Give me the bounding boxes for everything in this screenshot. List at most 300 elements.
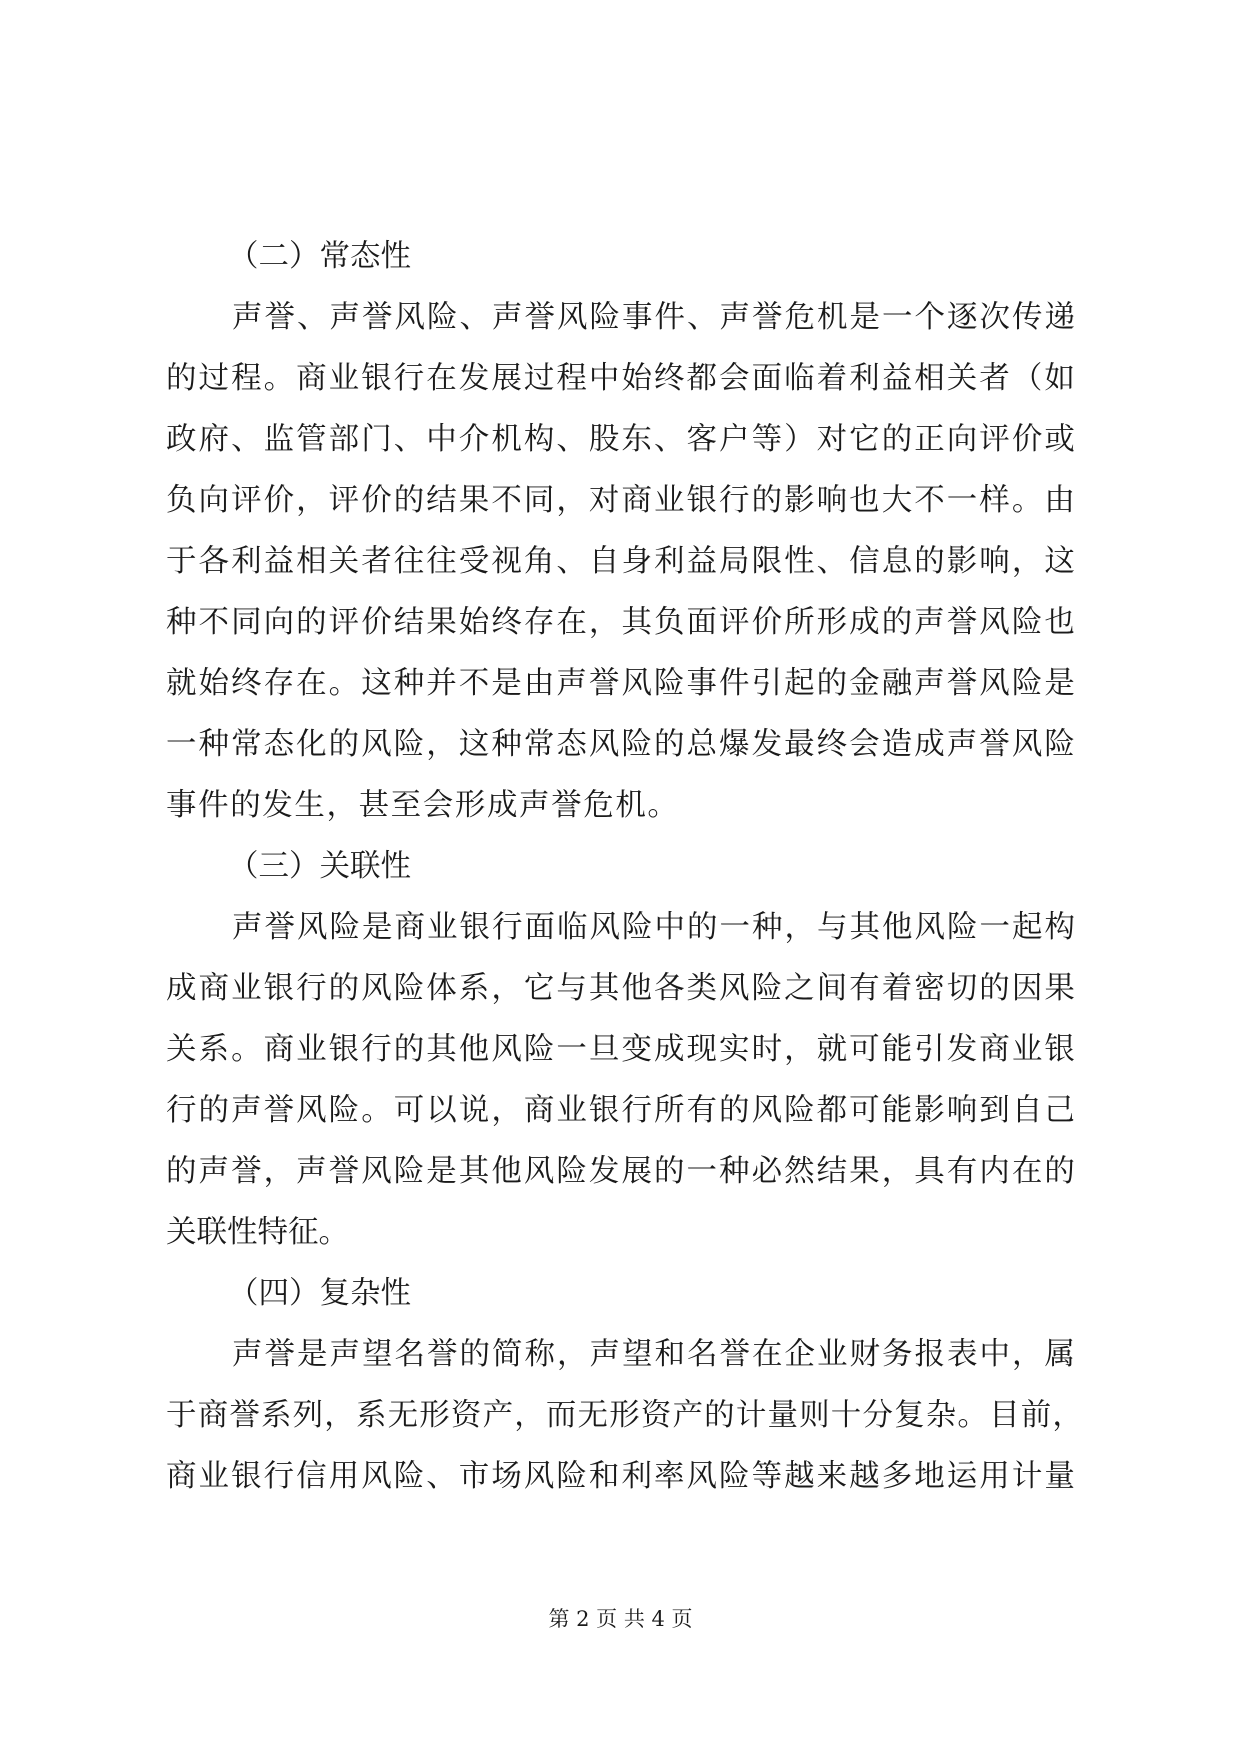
glyph: 由 bbox=[1044, 483, 1075, 518]
glyph: 展 bbox=[621, 1154, 652, 1189]
glyph: 产 bbox=[482, 1398, 514, 1433]
glyph: 着 bbox=[816, 361, 848, 396]
glyph: ， bbox=[784, 1032, 815, 1067]
glyph: 望 bbox=[622, 1337, 653, 1372]
glyph: 价 bbox=[361, 605, 392, 640]
glyph: 所 bbox=[653, 1093, 685, 1128]
glyph: ， bbox=[326, 788, 357, 823]
glyph: 不 bbox=[458, 666, 490, 701]
glyph: 则 bbox=[799, 1398, 830, 1433]
glyph: ， bbox=[491, 971, 522, 1006]
glyph: 引 bbox=[914, 1032, 945, 1067]
glyph: 。 bbox=[957, 1398, 988, 1433]
glyph: 视 bbox=[491, 544, 522, 579]
glyph: 之 bbox=[784, 971, 815, 1006]
glyph: 可 bbox=[393, 1093, 425, 1128]
glyph: 然 bbox=[784, 1154, 815, 1189]
glyph: 机 bbox=[491, 422, 522, 457]
glyph: 十 bbox=[830, 1398, 862, 1433]
glyph: 益 bbox=[263, 544, 295, 579]
glyph: 多 bbox=[881, 1459, 913, 1494]
glyph: 险 bbox=[1044, 727, 1075, 762]
glyph: 行 bbox=[263, 1459, 295, 1494]
glyph: ， bbox=[324, 1398, 355, 1433]
glyph: 杂 bbox=[925, 1398, 957, 1433]
glyph: 是 bbox=[426, 1154, 457, 1189]
glyph: 、 bbox=[687, 300, 718, 335]
glyph: 务 bbox=[882, 1337, 913, 1372]
glyph: 险 bbox=[751, 971, 783, 1006]
glyph: 种 bbox=[491, 727, 522, 762]
glyph: 业 bbox=[427, 910, 458, 945]
glyph: 造 bbox=[881, 727, 913, 762]
glyph: 危 bbox=[784, 300, 815, 335]
glyph: 是 bbox=[297, 1337, 328, 1372]
paragraph-line bbox=[0, 1391, 1241, 1441]
glyph: 种 bbox=[719, 1154, 750, 1189]
glyph: 的 bbox=[1044, 1154, 1075, 1189]
glyph: 旦 bbox=[588, 1032, 620, 1067]
glyph: ， bbox=[881, 1154, 913, 1189]
glyph: 风 bbox=[719, 971, 750, 1006]
glyph: 利 bbox=[849, 361, 880, 396]
section-heading: （二）常态性 bbox=[228, 239, 411, 274]
glyph: 险 bbox=[393, 1154, 425, 1189]
glyph: 过 bbox=[523, 361, 555, 396]
glyph: 终 bbox=[816, 727, 848, 762]
glyph: 有 bbox=[946, 1154, 978, 1189]
glyph: 临 bbox=[784, 361, 815, 396]
glyph: 成 bbox=[653, 1032, 685, 1067]
glyph: 风 bbox=[557, 300, 588, 335]
glyph: 列 bbox=[292, 1398, 324, 1433]
paragraph-line-text bbox=[166, 1391, 1083, 1441]
glyph: 产 bbox=[672, 1398, 703, 1433]
glyph: 在 bbox=[752, 1337, 783, 1372]
glyph: 银 bbox=[263, 971, 295, 1006]
glyph: 的 bbox=[653, 727, 685, 762]
glyph: 商 bbox=[197, 1398, 229, 1433]
glyph: 风 bbox=[979, 605, 1010, 640]
glyph: 誉 bbox=[752, 300, 783, 335]
glyph: 构 bbox=[523, 422, 555, 457]
glyph: 行 bbox=[719, 483, 750, 518]
glyph: 誉 bbox=[946, 666, 978, 701]
glyph: 向 bbox=[198, 483, 230, 518]
glyph: 在 bbox=[296, 666, 327, 701]
glyph: 声 bbox=[914, 605, 945, 640]
glyph: 体 bbox=[426, 971, 457, 1006]
glyph: 运 bbox=[946, 1459, 978, 1494]
glyph: 传 bbox=[1012, 300, 1043, 335]
glyph: 事 bbox=[686, 666, 717, 701]
glyph: 政 bbox=[166, 422, 197, 457]
paragraph-line bbox=[0, 415, 1241, 465]
glyph: 的 bbox=[328, 971, 360, 1006]
glyph: 风 bbox=[589, 910, 620, 945]
glyph: 他 bbox=[882, 910, 913, 945]
glyph: 负 bbox=[653, 605, 685, 640]
glyph: 一 bbox=[556, 1032, 587, 1067]
glyph: 价 bbox=[263, 483, 295, 518]
glyph: 行 bbox=[166, 1093, 197, 1128]
paragraph-line-text bbox=[166, 659, 1075, 709]
glyph: 逐 bbox=[947, 300, 978, 335]
glyph: 都 bbox=[816, 1093, 848, 1128]
glyph: 险 bbox=[556, 1154, 587, 1189]
glyph: 其 bbox=[849, 910, 880, 945]
glyph: 到 bbox=[979, 1093, 1010, 1128]
glyph: 誉 bbox=[362, 300, 393, 335]
glyph: 业 bbox=[653, 483, 685, 518]
glyph: 府 bbox=[198, 422, 230, 457]
glyph: 关 bbox=[166, 1215, 197, 1250]
glyph: 融 bbox=[881, 666, 913, 701]
glyph: 危 bbox=[583, 788, 614, 823]
glyph: 个 bbox=[914, 300, 945, 335]
glyph: 险 bbox=[947, 910, 978, 945]
glyph: 在 bbox=[426, 361, 457, 396]
glyph: 誉 bbox=[263, 1093, 295, 1128]
paragraph-line bbox=[0, 476, 1241, 526]
paragraph-line-text bbox=[232, 293, 1075, 343]
glyph: 特 bbox=[257, 1215, 288, 1250]
glyph: 他 bbox=[491, 1154, 522, 1189]
glyph: 的 bbox=[166, 361, 197, 396]
glyph: 可 bbox=[849, 1093, 880, 1128]
glyph: 险 bbox=[589, 300, 620, 335]
glyph: 于 bbox=[166, 1398, 197, 1433]
glyph: 。 bbox=[231, 1032, 262, 1067]
paragraph-line-text bbox=[166, 1147, 1075, 1197]
glyph: 自 bbox=[588, 544, 620, 579]
glyph: ， bbox=[1011, 544, 1043, 579]
glyph: 声 bbox=[232, 300, 263, 335]
glyph: 价 bbox=[1011, 422, 1043, 457]
glyph: 业 bbox=[198, 1459, 230, 1494]
glyph: 用 bbox=[328, 1459, 360, 1494]
glyph: 风 bbox=[361, 1154, 392, 1189]
glyph: 声 bbox=[198, 1154, 230, 1189]
glyph: 终 bbox=[653, 361, 685, 396]
glyph: 业 bbox=[328, 361, 360, 396]
glyph: 业 bbox=[231, 971, 262, 1006]
glyph: ， bbox=[588, 605, 620, 640]
glyph: 利 bbox=[653, 544, 685, 579]
glyph: 间 bbox=[816, 971, 848, 1006]
glyph: 险 bbox=[621, 727, 652, 762]
glyph: 评 bbox=[328, 605, 360, 640]
glyph: 或 bbox=[1044, 422, 1075, 457]
glyph: 递 bbox=[1044, 300, 1075, 335]
glyph: 和 bbox=[588, 1459, 620, 1494]
glyph: 发 bbox=[946, 1032, 978, 1067]
glyph: 评 bbox=[328, 483, 360, 518]
glyph: 声 bbox=[492, 300, 523, 335]
glyph: 场 bbox=[491, 1459, 522, 1494]
glyph: 、 bbox=[459, 300, 490, 335]
glyph: 。 bbox=[328, 666, 360, 701]
glyph: ， bbox=[784, 910, 815, 945]
glyph: 声 bbox=[232, 910, 263, 945]
glyph: 限 bbox=[751, 544, 783, 579]
glyph: 常 bbox=[523, 727, 555, 762]
paragraph-line bbox=[0, 720, 1241, 770]
glyph: 来 bbox=[816, 1459, 848, 1494]
glyph: 行 bbox=[393, 361, 425, 396]
glyph: 化 bbox=[296, 727, 327, 762]
glyph: 、 bbox=[653, 422, 685, 457]
glyph: 的 bbox=[653, 1154, 685, 1189]
glyph: 在 bbox=[556, 605, 587, 640]
glyph: 风 bbox=[296, 1093, 327, 1128]
glyph: 一 bbox=[719, 910, 750, 945]
glyph: 誉 bbox=[524, 300, 555, 335]
glyph: 存 bbox=[523, 605, 555, 640]
glyph: 性 bbox=[227, 1215, 258, 1250]
glyph: 起 bbox=[1012, 910, 1043, 945]
glyph: 不 bbox=[491, 483, 522, 518]
paragraph-line-text bbox=[232, 1330, 1075, 1380]
glyph: 名 bbox=[687, 1337, 718, 1372]
glyph: 、 bbox=[556, 544, 587, 579]
glyph: 各 bbox=[198, 544, 230, 579]
glyph: 程 bbox=[556, 361, 587, 396]
glyph: 价 bbox=[751, 605, 783, 640]
glyph: 终 bbox=[491, 605, 522, 640]
glyph: 银 bbox=[361, 361, 392, 396]
glyph: 有 bbox=[849, 971, 880, 1006]
glyph: 声 bbox=[232, 1337, 263, 1372]
glyph: 影 bbox=[784, 483, 815, 518]
glyph: 誉 bbox=[946, 605, 978, 640]
glyph: 实 bbox=[719, 1032, 750, 1067]
glyph: 险 bbox=[393, 971, 425, 1006]
glyph: 形 bbox=[419, 1398, 450, 1433]
glyph: 发 bbox=[751, 727, 783, 762]
glyph: 一 bbox=[979, 910, 1010, 945]
glyph: 态 bbox=[263, 727, 295, 762]
glyph: 声 bbox=[329, 1337, 360, 1372]
glyph: 种 bbox=[752, 910, 783, 945]
glyph: 简 bbox=[492, 1337, 523, 1372]
glyph: 态 bbox=[556, 727, 587, 762]
page-number-footer: 第 2 页 共 4 页 bbox=[548, 1607, 693, 1631]
glyph: 。 bbox=[1011, 483, 1043, 518]
glyph: 一 bbox=[882, 300, 913, 335]
glyph: 的 bbox=[751, 483, 783, 518]
glyph: 成 bbox=[914, 727, 945, 762]
glyph: 最 bbox=[784, 727, 815, 762]
glyph: 商 bbox=[979, 1032, 1010, 1067]
glyph: 中 bbox=[588, 361, 620, 396]
glyph: 价 bbox=[361, 483, 392, 518]
glyph: 的 bbox=[881, 422, 913, 457]
section-heading: （四）复杂性 bbox=[228, 1276, 411, 1311]
glyph: 险 bbox=[784, 1093, 815, 1128]
glyph: 股 bbox=[588, 422, 620, 457]
glyph: 响 bbox=[979, 544, 1010, 579]
glyph: 起 bbox=[784, 666, 815, 701]
glyph: 切 bbox=[946, 971, 978, 1006]
glyph: 和 bbox=[654, 1337, 685, 1372]
glyph: 件 bbox=[719, 666, 750, 701]
paragraph-line bbox=[0, 1330, 1241, 1380]
glyph: 益 bbox=[686, 544, 717, 579]
glyph: 商 bbox=[523, 1093, 555, 1128]
glyph: 面 bbox=[524, 910, 555, 945]
glyph: 面 bbox=[686, 605, 717, 640]
glyph: 这 bbox=[1044, 544, 1075, 579]
glyph: 果 bbox=[458, 483, 490, 518]
glyph: 会 bbox=[719, 361, 750, 396]
glyph: 中 bbox=[426, 422, 457, 457]
paragraph-line-text bbox=[166, 781, 678, 831]
glyph: 成 bbox=[166, 971, 197, 1006]
glyph: 种 bbox=[393, 666, 425, 701]
glyph: 风 bbox=[523, 1459, 555, 1494]
glyph: 是 bbox=[1044, 666, 1075, 701]
glyph: 行 bbox=[621, 1093, 652, 1128]
paragraph-line-text bbox=[166, 1086, 1075, 1136]
glyph: 银 bbox=[231, 1459, 262, 1494]
glyph: 银 bbox=[328, 1032, 360, 1067]
glyph: 局 bbox=[719, 544, 750, 579]
glyph: 这 bbox=[361, 666, 392, 701]
glyph: 发 bbox=[458, 361, 490, 396]
glyph: 险 bbox=[622, 910, 653, 945]
paragraph-line-text bbox=[232, 903, 1075, 953]
glyph: 同 bbox=[231, 605, 262, 640]
glyph: 企 bbox=[784, 1337, 815, 1372]
glyph: 险 bbox=[653, 666, 685, 701]
glyph: 业 bbox=[296, 1032, 327, 1067]
glyph: 、 bbox=[297, 300, 328, 335]
glyph: 联 bbox=[196, 1215, 227, 1250]
glyph: 用 bbox=[979, 1459, 1010, 1494]
glyph: 银 bbox=[1044, 1032, 1075, 1067]
glyph: 介 bbox=[458, 422, 490, 457]
glyph: 其 bbox=[621, 605, 652, 640]
glyph: 件 bbox=[198, 788, 229, 823]
glyph: 身 bbox=[621, 544, 652, 579]
glyph: 风 bbox=[361, 1459, 392, 1494]
glyph: ， bbox=[557, 1337, 588, 1372]
section-heading: （三）关联性 bbox=[228, 849, 411, 884]
glyph: 险 bbox=[427, 300, 458, 335]
glyph: 风 bbox=[361, 971, 392, 1006]
glyph: 它 bbox=[849, 422, 880, 457]
glyph: 形 bbox=[609, 1398, 640, 1433]
glyph: 着 bbox=[881, 971, 913, 1006]
glyph: 相 bbox=[296, 544, 327, 579]
glyph: 险 bbox=[719, 1459, 750, 1494]
glyph: 说 bbox=[458, 1093, 490, 1128]
glyph: 常 bbox=[231, 727, 262, 762]
glyph: 誉 bbox=[264, 1337, 295, 1372]
glyph: 风 bbox=[297, 910, 328, 945]
glyph: 商 bbox=[263, 1032, 295, 1067]
glyph: 。 bbox=[318, 1215, 349, 1250]
glyph: 向 bbox=[263, 605, 295, 640]
glyph: 利 bbox=[621, 1459, 652, 1494]
glyph: 信 bbox=[296, 1459, 327, 1494]
glyph: 、 bbox=[393, 422, 425, 457]
glyph: 如 bbox=[1044, 361, 1075, 396]
glyph: 与 bbox=[817, 910, 848, 945]
glyph: 业 bbox=[1011, 1032, 1043, 1067]
glyph: 于 bbox=[166, 544, 197, 579]
glyph: 风 bbox=[1011, 727, 1043, 762]
glyph: 誉 bbox=[231, 1154, 262, 1189]
glyph: 内 bbox=[979, 1154, 1010, 1189]
glyph: 都 bbox=[686, 361, 717, 396]
glyph: 誉 bbox=[427, 1337, 458, 1372]
glyph: 征 bbox=[288, 1215, 319, 1250]
glyph: 声 bbox=[719, 300, 750, 335]
glyph: 无 bbox=[387, 1398, 419, 1433]
glyph: 商 bbox=[296, 361, 327, 396]
glyph: 并 bbox=[426, 666, 457, 701]
glyph: 角 bbox=[523, 544, 555, 579]
glyph: 银 bbox=[686, 483, 717, 518]
glyph: 事 bbox=[166, 788, 197, 823]
paragraph-line-text bbox=[166, 1025, 1075, 1075]
glyph: 声 bbox=[914, 666, 945, 701]
glyph: 、 bbox=[816, 544, 848, 579]
glyph: 等 bbox=[751, 422, 783, 457]
glyph: ， bbox=[514, 1398, 545, 1433]
glyph: 对 bbox=[816, 422, 848, 457]
paragraph-line-text bbox=[166, 476, 1075, 526]
glyph: 风 bbox=[914, 910, 945, 945]
glyph: 市 bbox=[458, 1459, 490, 1494]
glyph: 的 bbox=[719, 1093, 750, 1128]
glyph: 评 bbox=[719, 605, 750, 640]
glyph: 的 bbox=[393, 483, 425, 518]
glyph: 。 bbox=[647, 788, 678, 823]
glyph: 密 bbox=[914, 971, 945, 1006]
glyph: 各 bbox=[653, 971, 685, 1006]
glyph: 的 bbox=[328, 727, 360, 762]
glyph: 果 bbox=[1044, 971, 1075, 1006]
glyph: 种 bbox=[198, 727, 230, 762]
glyph: 越 bbox=[784, 1459, 815, 1494]
glyph: 金 bbox=[849, 666, 880, 701]
paragraph-line-text bbox=[166, 720, 1075, 770]
glyph: 一 bbox=[686, 1154, 717, 1189]
glyph: 往 bbox=[393, 544, 425, 579]
glyph: 机 bbox=[615, 788, 646, 823]
glyph: 者 bbox=[979, 361, 1010, 396]
paragraph-line-text bbox=[166, 1208, 349, 1258]
glyph: 险 bbox=[556, 1459, 587, 1494]
glyph: 因 bbox=[1011, 971, 1043, 1006]
glyph: 结 bbox=[816, 1154, 848, 1189]
glyph: 门 bbox=[361, 422, 392, 457]
paragraph-line bbox=[0, 598, 1241, 648]
glyph: 由 bbox=[523, 666, 555, 701]
glyph: 风 bbox=[361, 727, 392, 762]
glyph: 爆 bbox=[719, 727, 750, 762]
glyph: 面 bbox=[751, 361, 783, 396]
glyph: 这 bbox=[458, 727, 490, 762]
paragraph-line-text bbox=[166, 964, 1075, 1014]
glyph: 必 bbox=[751, 1154, 783, 1189]
glyph: 商 bbox=[394, 910, 425, 945]
glyph: 关 bbox=[946, 361, 978, 396]
glyph: 同 bbox=[523, 483, 555, 518]
